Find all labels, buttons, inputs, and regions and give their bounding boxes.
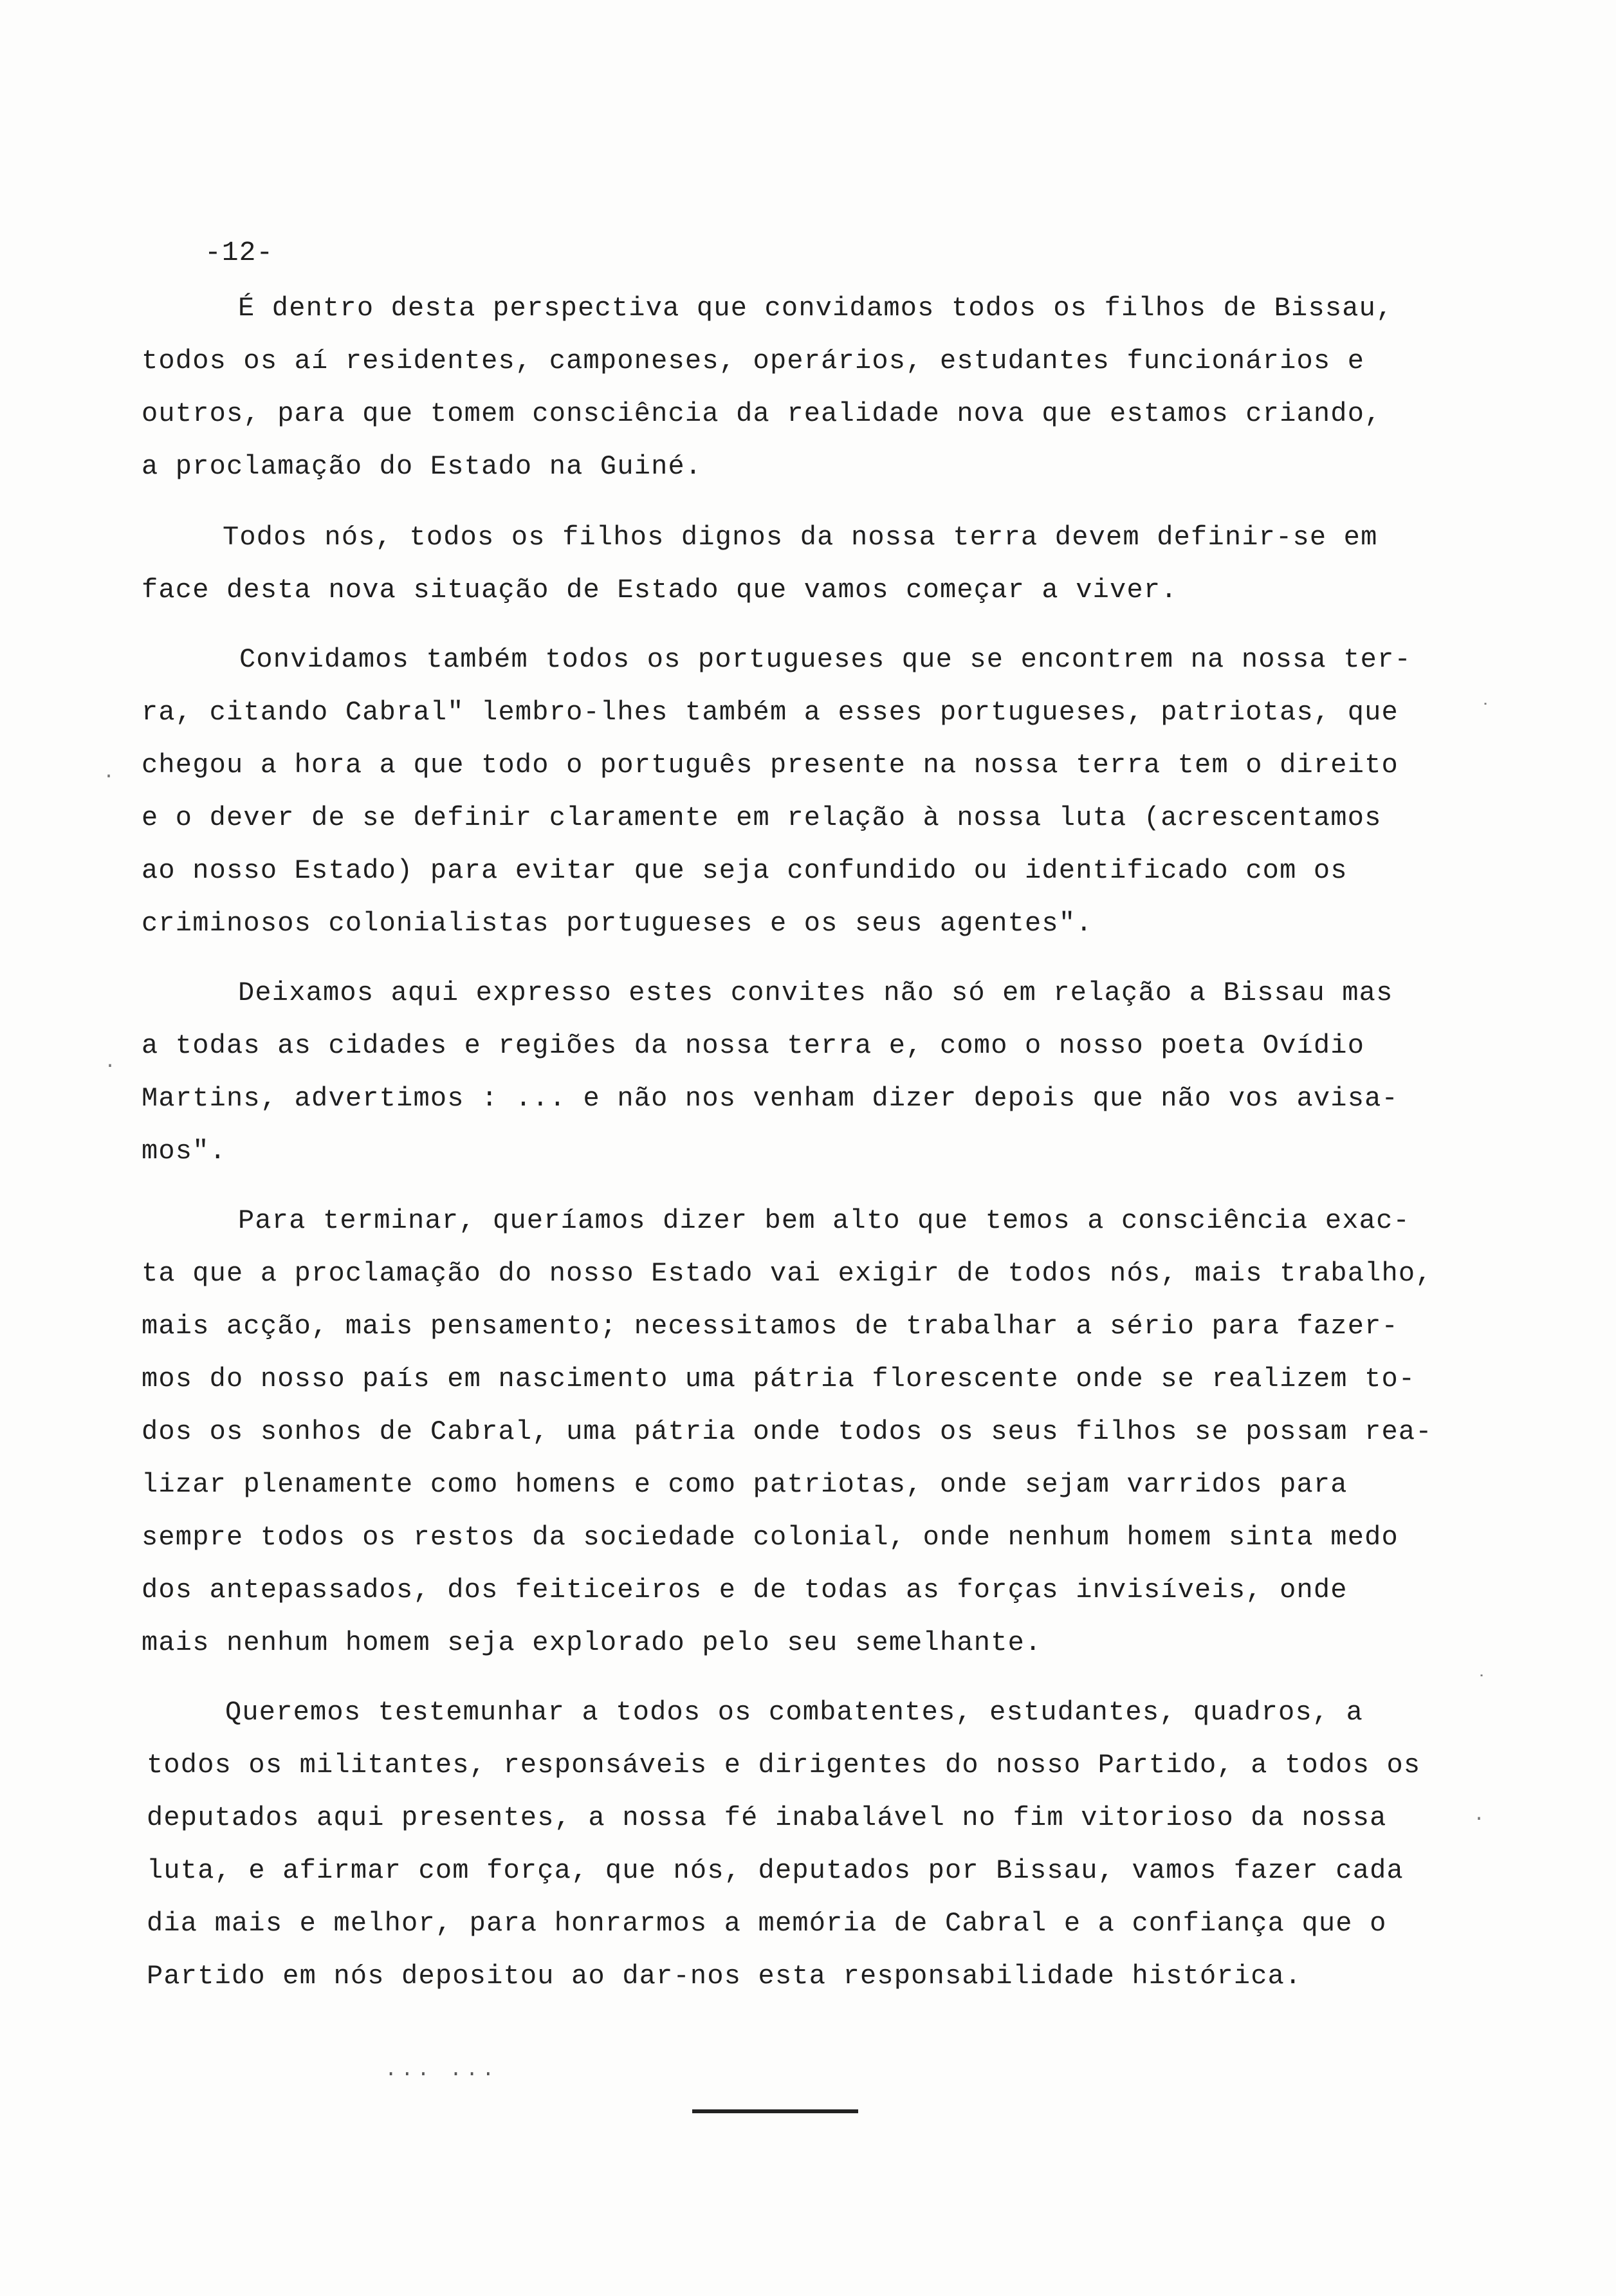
text-line: luta, e afirmar com força, que nós, deputados por Bissau, vamos fazer cada <box>147 1855 1404 1886</box>
text-line: todos os militantes, responsáveis e dirigentes do nosso Partido, a todos os <box>147 1750 1421 1781</box>
text-line: Queremos testemunhar a todos os combatentes, estudantes, quadros, a <box>225 1697 1364 1728</box>
closing-rule <box>692 2109 858 2113</box>
text-line: a todas as cidades e regiões da nossa terra e, como o nosso poeta Ovídio <box>142 1030 1365 1061</box>
scan-speck: · <box>103 766 115 788</box>
text-line: Para terminar, queríamos dizer bem alto que temos a consciência exac- <box>238 1205 1410 1236</box>
text-line: dos os sonhos de Cabral, uma pátria onde todos os seus filhos se possam rea- <box>142 1416 1433 1447</box>
text-line: e o dever de se definir claramente em relação à nossa luta (acrescentamos <box>142 802 1382 833</box>
scan-speck: · <box>1473 1808 1485 1830</box>
text-line: ra, citando Cabral" lembro-lhes também a esses portugueses, patriotas, que <box>142 697 1399 728</box>
text-line: a proclamação do Estado na Guiné. <box>142 451 702 482</box>
text-line: Convidamos também todos os portugueses que se encontrem na nossa ter- <box>239 644 1411 675</box>
scan-speck: ˙ <box>1480 701 1492 723</box>
text-line: Deixamos aqui expresso estes convites não só em relação a Bissau mas <box>238 977 1393 1008</box>
text-line: ao nosso Estado) para evitar que seja confundido ou identificado com os <box>142 855 1348 886</box>
text-line: mos". <box>142 1136 227 1167</box>
text-line: mais acção, mais pensamento; necessitamos de trabalhar a sério para fazer- <box>142 1311 1399 1342</box>
text-line: Partido em nós depositou ao dar-nos esta responsabilidade histórica. <box>147 1961 1302 1992</box>
text-line: criminosos colonialistas portugueses e os seus agentes". <box>142 908 1093 939</box>
text-line: mais nenhum homem seja explorado pelo seu semelhante. <box>142 1627 1042 1658</box>
text-line: sempre todos os restos da sociedade colonial, onde nenhum homem sinta medo <box>142 1522 1399 1553</box>
text-line: Todos nós, todos os filhos dignos da nossa terra devem definir-se em <box>223 522 1378 553</box>
text-line: ta que a proclamação do nosso Estado vai exigir de todos nós, mais trabalho, <box>142 1258 1433 1289</box>
page-number: -12- <box>205 237 274 268</box>
text-line: lizar plenamente como homens e como patriotas, onde sejam varridos para <box>142 1469 1348 1500</box>
scan-speck: ˙ <box>1476 1673 1488 1695</box>
text-line: chegou a hora a que todo o português presente na nossa terra tem o direito <box>142 750 1399 781</box>
text-line: É dentro desta perspectiva que convidamos todos os filhos de Bissau, <box>238 293 1393 324</box>
text-line: todos os aí residentes, camponeses, operários, estudantes funcionários e <box>142 346 1365 376</box>
scan-speck: · <box>104 1055 116 1077</box>
text-line: Martins, advertimos : ... e não nos venham dizer depois que não vos avisa- <box>142 1083 1399 1114</box>
text-line: dos antepassados, dos feiticeiros e de todas as forças invisíveis, onde <box>142 1575 1348 1606</box>
text-line: outros, para que tomem consciência da realidade nova que estamos criando, <box>142 398 1382 429</box>
closing-marks: ... ... <box>385 2058 499 2082</box>
text-line: mos do nosso país em nascimento uma pátria florescente onde se realizem to- <box>142 1364 1416 1394</box>
text-line: dia mais e melhor, para honrarmos a memória de Cabral e a confiança que o <box>147 1908 1387 1939</box>
text-line: face desta nova situação de Estado que vamos começar a viver. <box>142 575 1178 606</box>
text-line: deputados aqui presentes, a nossa fé inabalável no fim vitorioso da nossa <box>147 1802 1387 1833</box>
